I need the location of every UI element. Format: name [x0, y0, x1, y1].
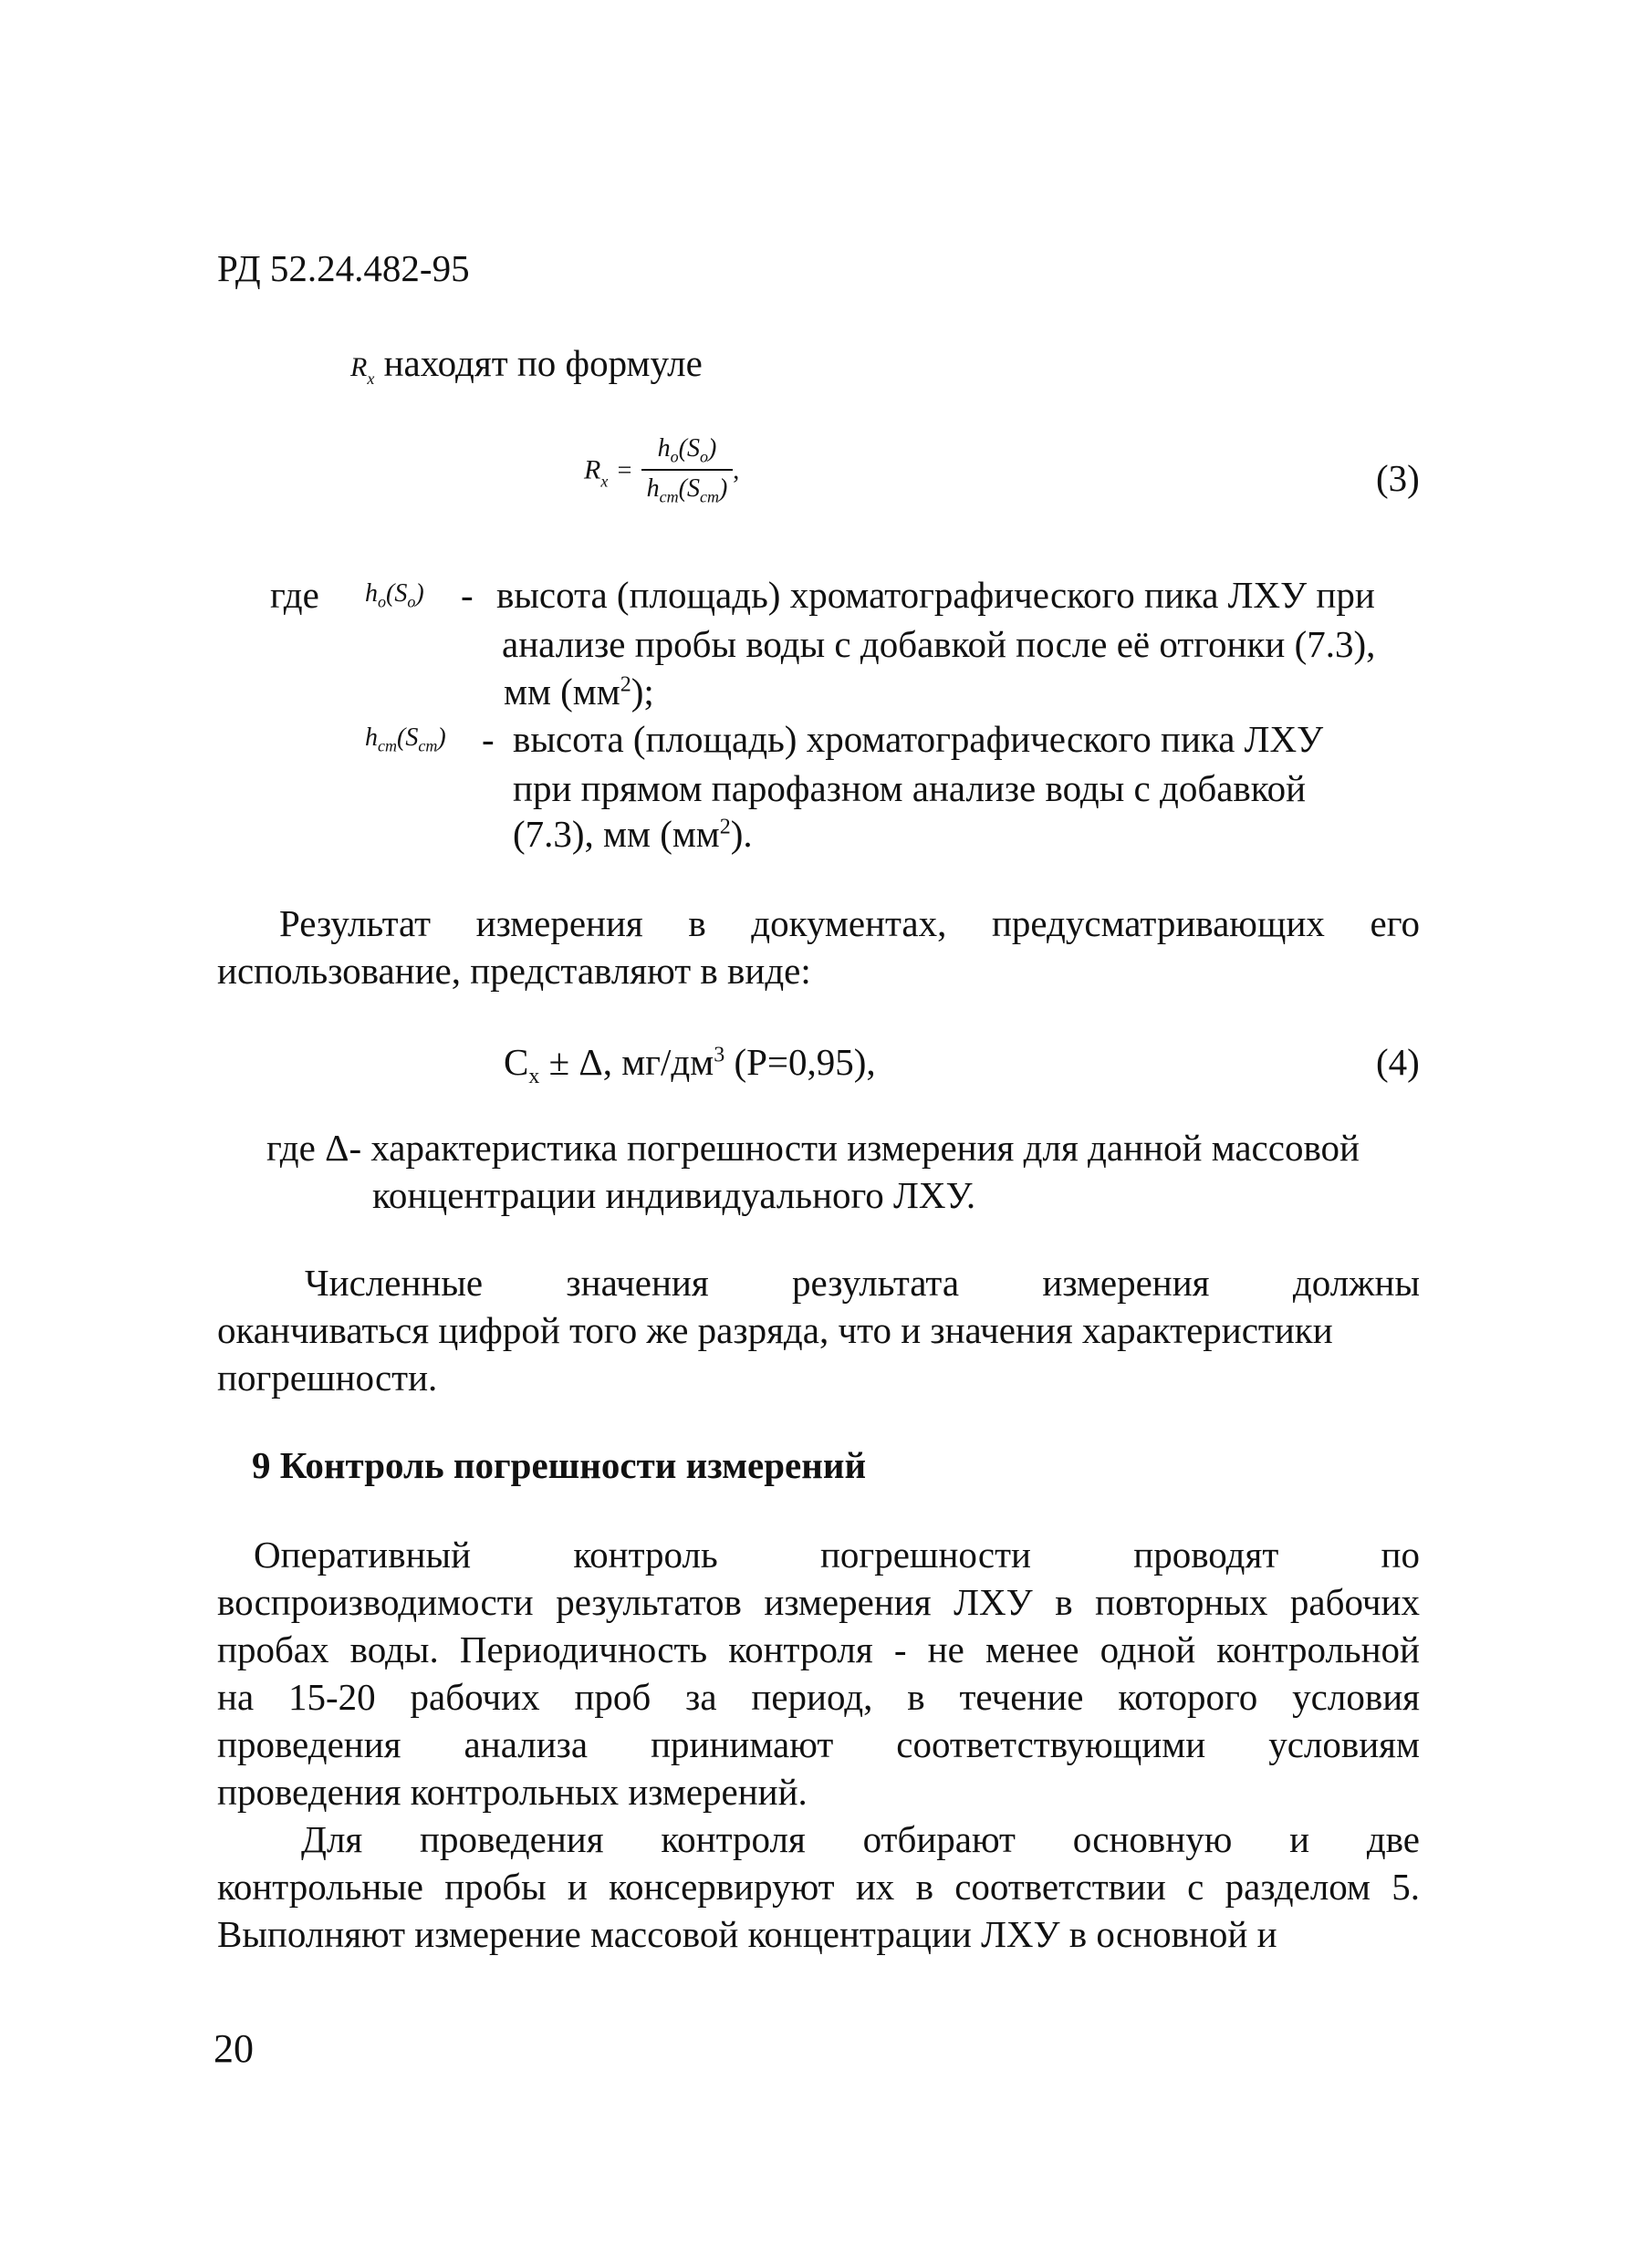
rx-symbol: R — [350, 352, 368, 382]
formula-3-denominator: $h_{cm}(S_{cm})$ — [646, 474, 728, 506]
formula-3-lhs: R — [584, 454, 601, 485]
def2-h: h — [365, 723, 378, 752]
formula-3-numerator: $h_o(S_o)$ — [641, 432, 734, 471]
def1-line3-post: ); — [631, 671, 654, 713]
def1-dash: - — [461, 574, 474, 616]
def2-line3-sup: 2 — [719, 815, 731, 839]
where-4-line1: где Δ- характеристика погрешности измерения для данной массовой — [266, 1127, 1360, 1169]
numeric-para-line3: погрешности. — [217, 1357, 438, 1399]
def2-line2: при прямом парофазном анализе воды с добавкой — [513, 767, 1307, 809]
formula-3-number: (3) — [1376, 457, 1420, 499]
formula-4-sup: 3 — [714, 1043, 725, 1067]
def2-s-sub: cm — [418, 736, 438, 755]
operative-para-line1: Оперативный контроль погрешности проводят по — [254, 1534, 1420, 1576]
denominator-h: h — [646, 474, 660, 504]
control-para-line1: Для проведения контроля отбирают основную и две — [301, 1818, 1420, 1860]
control-para-line3: Выполняют измерение массовой концентрации ЛХУ в основной и — [217, 1913, 1277, 1955]
numerator-h: h — [657, 434, 671, 463]
section-9-heading: 9 Контроль погрешности измерений — [252, 1444, 867, 1486]
def2-line3-post: ). — [730, 813, 753, 855]
def1-h: h — [365, 579, 378, 608]
operative-para-line2: воспроизводимости результатов измерения ЛХУ в повторных рабочих — [217, 1581, 1420, 1623]
def2-dash: - — [482, 718, 495, 760]
def2-line1: высота (площадь) хроматографического пика ЛХУ — [513, 718, 1324, 760]
rx-intro-text: находят по формуле — [383, 342, 703, 384]
result-para-line1: Результат измерения в документах, предусматривающих его — [279, 902, 1420, 944]
result-para-line2: использование, представляют в виде: — [217, 950, 811, 992]
def2-symbol: $h_{cm}(S_{cm})$ — [365, 723, 446, 755]
formula-3-fraction — [641, 432, 734, 507]
operative-para-line6: проведения контрольных измерений. — [217, 1771, 808, 1813]
document-code: РД 52.24.482-95 — [217, 247, 470, 289]
rx-subscript: x — [367, 369, 375, 389]
operative-para-line3: пробах воды. Периодичность контроля - не менее одной контрольной — [217, 1628, 1420, 1670]
def1-h-sub: o — [378, 592, 386, 611]
numeric-para-line1: Численные значения результата измерения должны — [305, 1262, 1420, 1304]
formula-4-number: (4) — [1376, 1041, 1420, 1083]
numeric-para-line2: оканчиваться цифрой того же разряда, что и значения характеристики — [217, 1309, 1333, 1351]
where-4-line2: концентрации индивидуального ЛХУ. — [372, 1174, 976, 1216]
control-para-line2: контрольные пробы и консервируют их в соответствии с разделом 5. — [217, 1866, 1420, 1908]
operative-para-line5: проведения анализа принимают соответствующими условиям — [217, 1723, 1420, 1765]
page-number: 20 — [214, 2026, 254, 2071]
formula-3-equals: = — [617, 456, 632, 485]
def2-h-sub: cm — [378, 736, 397, 755]
def1-s-sub: o — [407, 592, 416, 611]
formula-4-c-sub: x — [528, 1065, 540, 1089]
denominator-s-sub: cm — [699, 487, 719, 506]
def2-s: S — [405, 723, 419, 752]
def1-line3-pre: мм (мм — [504, 671, 620, 713]
denominator-s: S — [686, 474, 700, 504]
def1-symbol: $h_o(S_o)$ — [365, 579, 424, 611]
operative-para-line4: на 15-20 рабочих проб за период, в течение которого условия — [217, 1676, 1420, 1718]
numerator-s: S — [686, 434, 700, 463]
formula-4-post: (P=0,95), — [724, 1041, 876, 1083]
formula-4-c: C — [504, 1041, 529, 1083]
def1-line2: анализе пробы воды с добавкой после её отгонки (7.3), — [502, 623, 1376, 665]
def2-line3 — [513, 812, 753, 856]
numerator-s-sub: o — [699, 447, 708, 466]
formula-4 — [504, 1040, 876, 1090]
def1-line1: высота (площадь) хроматографического пика ЛХУ при — [496, 574, 1375, 616]
def1-s: S — [394, 579, 408, 608]
numerator-h-sub: o — [670, 447, 679, 466]
def1-line3 — [504, 670, 654, 713]
formula-3-comma: , — [733, 456, 740, 485]
formula-3 — [584, 432, 739, 507]
rx-intro-line — [350, 341, 703, 389]
denominator-h-sub: cm — [659, 487, 679, 506]
def2-line3-pre: (7.3), мм (мм — [513, 813, 720, 855]
def1-line3-sup: 2 — [620, 672, 631, 697]
formula-4-pre: ± Δ, мг/дм — [539, 1041, 714, 1083]
where-3-lead: где — [270, 574, 319, 616]
formula-3-lhs-sub: x — [600, 472, 609, 491]
